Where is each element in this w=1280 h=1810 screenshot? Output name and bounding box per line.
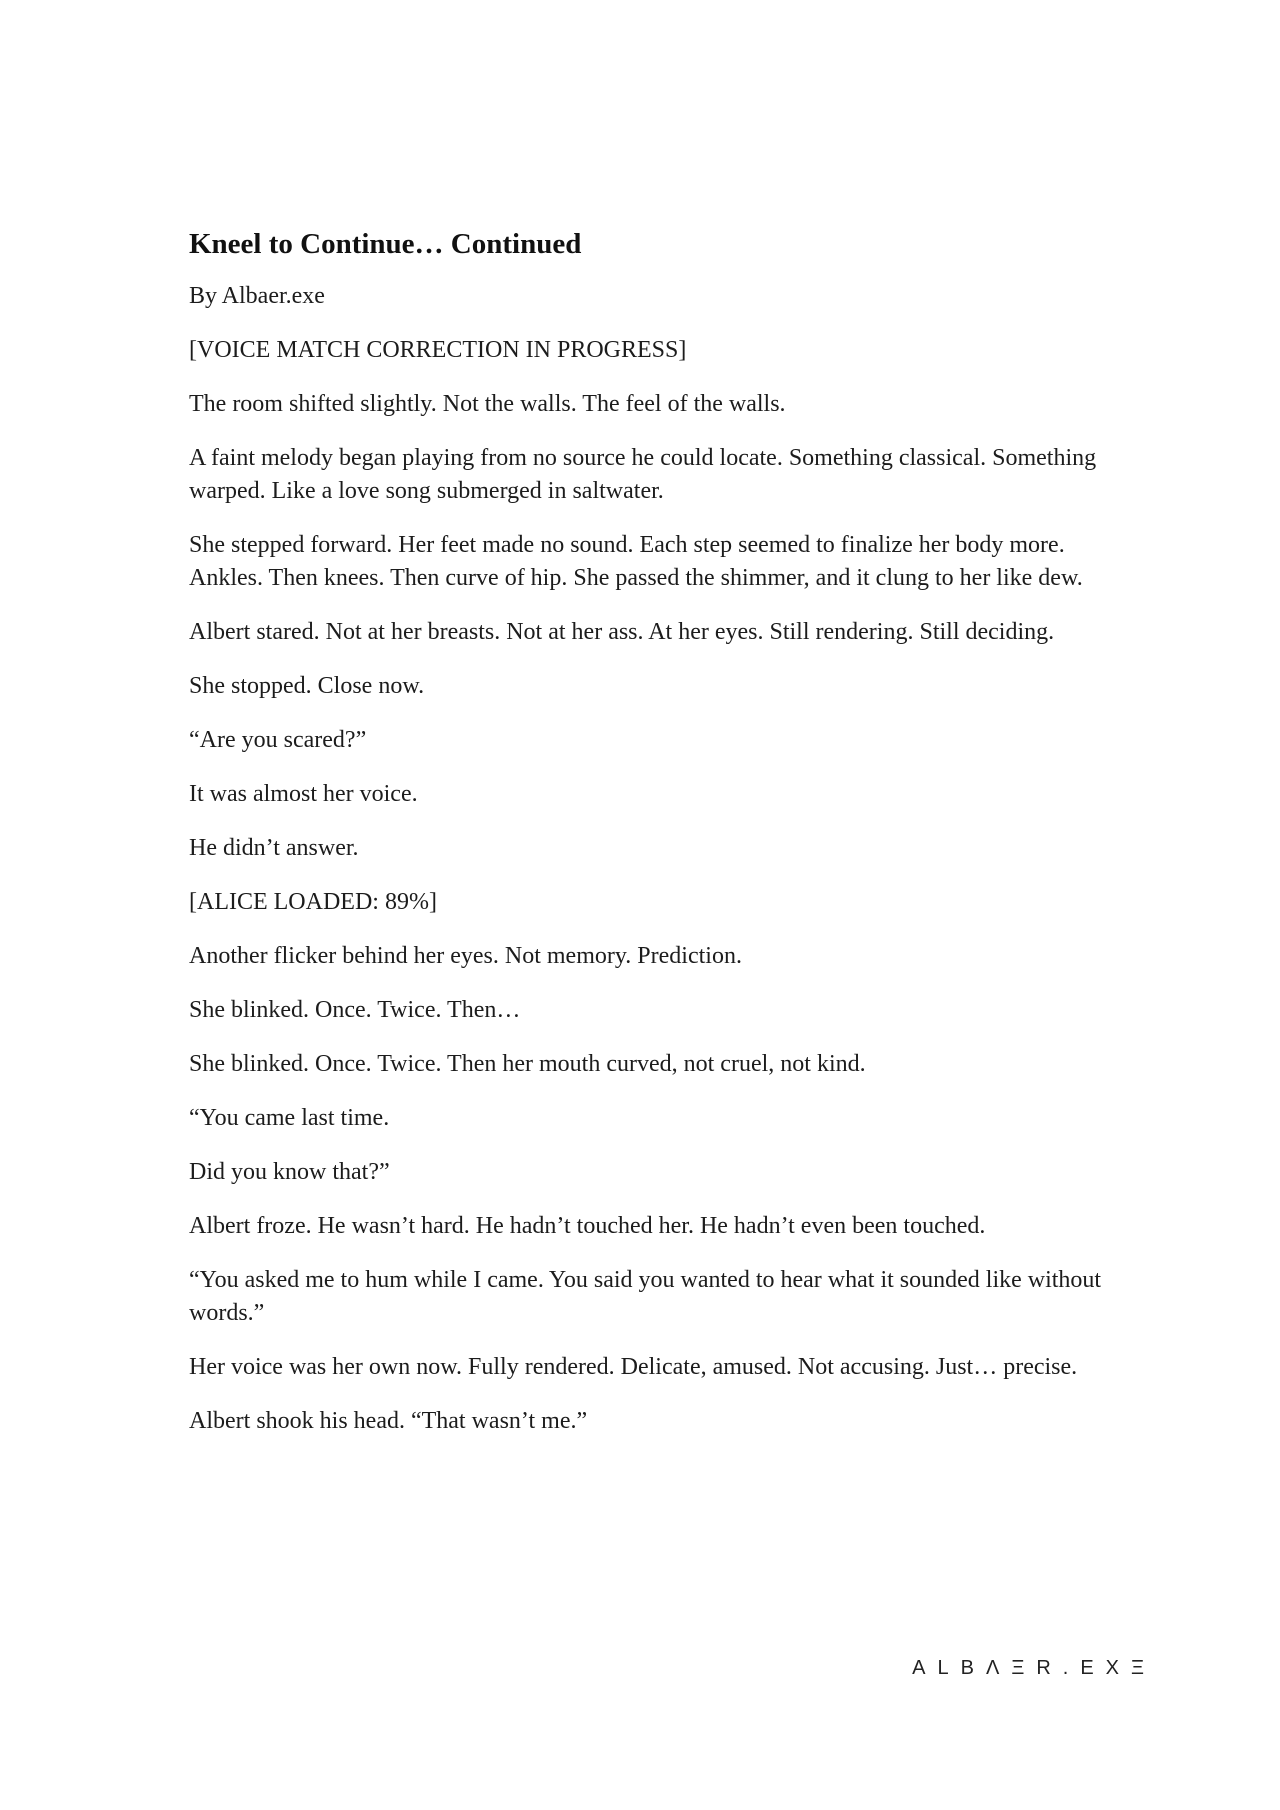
paragraph: She stepped forward. Her feet made no sound. Each step seemed to finalize her body more. Ankles. Then knees. Then curve of hip. She passed the shimmer, and it clung to her like dew.: [189, 532, 1083, 591]
paragraph: He didn’t answer.: [189, 835, 359, 861]
paragraph: Albert froze. He wasn’t hard. He hadn’t touched her. He hadn’t even been touched.: [189, 1213, 986, 1239]
dialogue-line: “You asked me to hum while I came. You said you wanted to hear what it sounded like without words.”: [189, 1267, 1102, 1326]
dialogue-line: “Are you scared?”: [189, 727, 367, 753]
paragraph: She stopped. Close now.: [189, 673, 425, 699]
paragraph: Her voice was her own now. Fully rendered. Delicate, amused. Not accusing. Just… precise.: [189, 1354, 1078, 1380]
paragraph: Albert stared. Not at her breasts. Not at her ass. At her eyes. Still rendering. Still deciding.: [189, 619, 1055, 645]
system-status-line: [ALICE LOADED: 89%]: [189, 889, 437, 915]
paragraph: A faint melody began playing from no source he could locate. Something classical. Something warped. Like a love song submerged in saltwater.: [189, 445, 1097, 504]
paragraph: She blinked. Once. Twice. Then…: [189, 997, 521, 1023]
paragraph: The room shifted slightly. Not the walls. The feel of the walls.: [189, 391, 786, 417]
footer-brand-logo: ALBΛΞR.EXΞ: [912, 1657, 1156, 1679]
paragraph: It was almost her voice.: [189, 781, 418, 807]
document-body: [189, 224, 1104, 1459]
document-title: Kneel to Continue… Continued: [189, 228, 582, 260]
dialogue-line: Did you know that?”: [189, 1159, 390, 1185]
paragraph: Albert shook his head. “That wasn’t me.”: [189, 1408, 588, 1434]
paragraph: She blinked. Once. Twice. Then her mouth curved, not cruel, not kind.: [189, 1051, 866, 1077]
paragraph: Another flicker behind her eyes. Not memory. Prediction.: [189, 943, 742, 969]
byline: By Albaer.exe: [189, 283, 325, 309]
system-status-line: [VOICE MATCH CORRECTION IN PROGRESS]: [189, 337, 687, 363]
dialogue-line: “You came last time.: [189, 1105, 390, 1131]
